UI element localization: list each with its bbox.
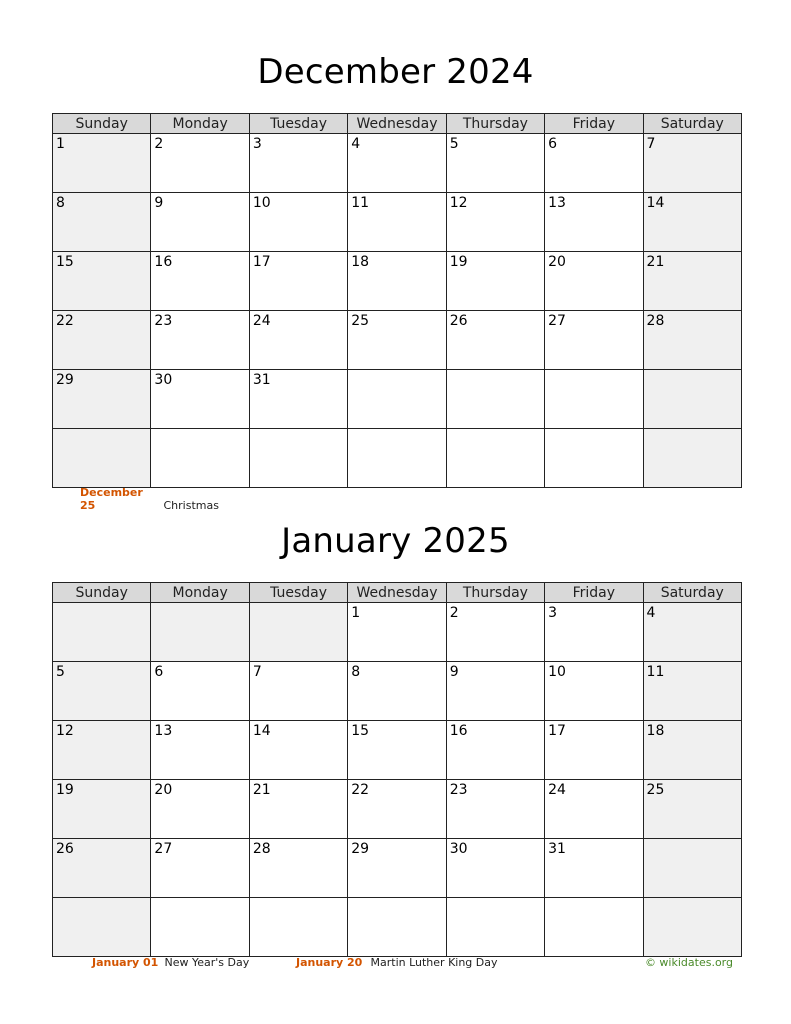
day-cell: 6 xyxy=(151,662,249,721)
holiday-date: January 20 xyxy=(296,956,363,969)
weekday-header: Sunday xyxy=(53,583,151,603)
day-cell: 25 xyxy=(348,311,446,370)
day-cell xyxy=(446,370,544,429)
day-cell: 19 xyxy=(446,252,544,311)
weekday-header-row xyxy=(53,583,742,603)
day-cell: 23 xyxy=(446,780,544,839)
day-cell: 29 xyxy=(53,370,151,429)
day-cell: 6 xyxy=(545,134,643,193)
holiday-list-january-2025 xyxy=(92,956,498,969)
day-cell: 1 xyxy=(348,603,446,662)
day-cell: 3 xyxy=(545,603,643,662)
day-cell: 27 xyxy=(545,311,643,370)
calendar-grid-december-2024 xyxy=(52,113,742,488)
day-cell: 23 xyxy=(151,311,249,370)
week-row xyxy=(53,603,742,662)
month-title-january-2025: January 2025 xyxy=(281,521,510,561)
day-cell: 24 xyxy=(545,780,643,839)
weekday-header: Wednesday xyxy=(348,583,446,603)
day-cell xyxy=(446,429,544,488)
day-cell: 17 xyxy=(249,252,347,311)
weekday-header-row xyxy=(53,114,742,134)
day-cell: 26 xyxy=(446,311,544,370)
day-cell: 9 xyxy=(446,662,544,721)
day-cell: 27 xyxy=(151,839,249,898)
holiday-name: Martin Luther King Day xyxy=(370,956,498,969)
week-row xyxy=(53,780,742,839)
day-cell xyxy=(53,603,151,662)
weekday-header: Monday xyxy=(151,583,249,603)
day-cell: 19 xyxy=(53,780,151,839)
day-cell: 20 xyxy=(545,252,643,311)
day-cell xyxy=(249,429,347,488)
day-cell xyxy=(53,898,151,957)
day-cell: 25 xyxy=(643,780,741,839)
day-cell: 28 xyxy=(249,839,347,898)
day-cell xyxy=(151,429,249,488)
calendar-body-january-2025 xyxy=(53,603,742,957)
day-cell: 16 xyxy=(446,721,544,780)
holiday-name: New Year's Day xyxy=(164,956,250,969)
weekday-header: Friday xyxy=(545,583,643,603)
day-cell xyxy=(643,370,741,429)
day-cell: 2 xyxy=(151,134,249,193)
day-cell: 8 xyxy=(53,193,151,252)
holiday-list-december-2024 xyxy=(80,486,219,512)
day-cell: 4 xyxy=(643,603,741,662)
day-cell xyxy=(348,898,446,957)
day-cell: 31 xyxy=(249,370,347,429)
day-cell xyxy=(643,898,741,957)
footer-credit-link[interactable]: © wikidates.org xyxy=(644,956,733,969)
weekday-header: Thursday xyxy=(446,114,544,134)
week-row xyxy=(53,311,742,370)
day-cell: 18 xyxy=(643,721,741,780)
day-cell: 1 xyxy=(53,134,151,193)
weekday-header: Saturday xyxy=(643,114,741,134)
day-cell: 7 xyxy=(643,134,741,193)
day-cell xyxy=(151,603,249,662)
day-cell: 21 xyxy=(643,252,741,311)
day-cell: 30 xyxy=(151,370,249,429)
day-cell: 5 xyxy=(53,662,151,721)
day-cell: 10 xyxy=(249,193,347,252)
week-row xyxy=(53,370,742,429)
calendar-body-december-2024 xyxy=(53,134,742,488)
weekday-header: Saturday xyxy=(643,583,741,603)
day-cell: 12 xyxy=(446,193,544,252)
holiday-date: January 01 xyxy=(92,956,159,969)
day-cell: 4 xyxy=(348,134,446,193)
day-cell: 7 xyxy=(249,662,347,721)
day-cell: 20 xyxy=(151,780,249,839)
day-cell: 14 xyxy=(643,193,741,252)
day-cell: 29 xyxy=(348,839,446,898)
day-cell: 30 xyxy=(446,839,544,898)
day-cell: 17 xyxy=(545,721,643,780)
day-cell: 13 xyxy=(545,193,643,252)
day-cell xyxy=(249,603,347,662)
month-title-december-2024: December 2024 xyxy=(257,52,534,92)
day-cell xyxy=(348,370,446,429)
weekday-header: Thursday xyxy=(446,583,544,603)
day-cell: 8 xyxy=(348,662,446,721)
day-cell xyxy=(545,898,643,957)
day-cell: 5 xyxy=(446,134,544,193)
weekday-header: Tuesday xyxy=(249,114,347,134)
week-row xyxy=(53,193,742,252)
weekday-header: Sunday xyxy=(53,114,151,134)
day-cell xyxy=(545,370,643,429)
day-cell: 15 xyxy=(53,252,151,311)
day-cell xyxy=(249,898,347,957)
day-cell: 24 xyxy=(249,311,347,370)
day-cell: 31 xyxy=(545,839,643,898)
weekday-header: Friday xyxy=(545,114,643,134)
day-cell: 3 xyxy=(249,134,347,193)
day-cell xyxy=(446,898,544,957)
holiday-name: Christmas xyxy=(163,499,219,512)
day-cell xyxy=(151,898,249,957)
week-row xyxy=(53,721,742,780)
weekday-header: Tuesday xyxy=(249,583,347,603)
day-cell: 2 xyxy=(446,603,544,662)
week-row xyxy=(53,134,742,193)
day-cell xyxy=(643,429,741,488)
day-cell: 15 xyxy=(348,721,446,780)
day-cell: 21 xyxy=(249,780,347,839)
day-cell xyxy=(53,429,151,488)
day-cell: 22 xyxy=(53,311,151,370)
day-cell: 16 xyxy=(151,252,249,311)
day-cell: 11 xyxy=(643,662,741,721)
calendar-grid-january-2025 xyxy=(52,582,742,957)
week-row xyxy=(53,662,742,721)
week-row xyxy=(53,839,742,898)
day-cell: 14 xyxy=(249,721,347,780)
day-cell: 18 xyxy=(348,252,446,311)
day-cell: 13 xyxy=(151,721,249,780)
day-cell: 11 xyxy=(348,193,446,252)
day-cell: 22 xyxy=(348,780,446,839)
day-cell: 12 xyxy=(53,721,151,780)
holiday-date: December 25 xyxy=(80,486,143,512)
week-row xyxy=(53,429,742,488)
weekday-header: Monday xyxy=(151,114,249,134)
day-cell xyxy=(545,429,643,488)
week-row xyxy=(53,898,742,957)
day-cell xyxy=(348,429,446,488)
day-cell xyxy=(643,839,741,898)
day-cell: 28 xyxy=(643,311,741,370)
day-cell: 9 xyxy=(151,193,249,252)
day-cell: 26 xyxy=(53,839,151,898)
weekday-header: Wednesday xyxy=(348,114,446,134)
week-row xyxy=(53,252,742,311)
day-cell: 10 xyxy=(545,662,643,721)
